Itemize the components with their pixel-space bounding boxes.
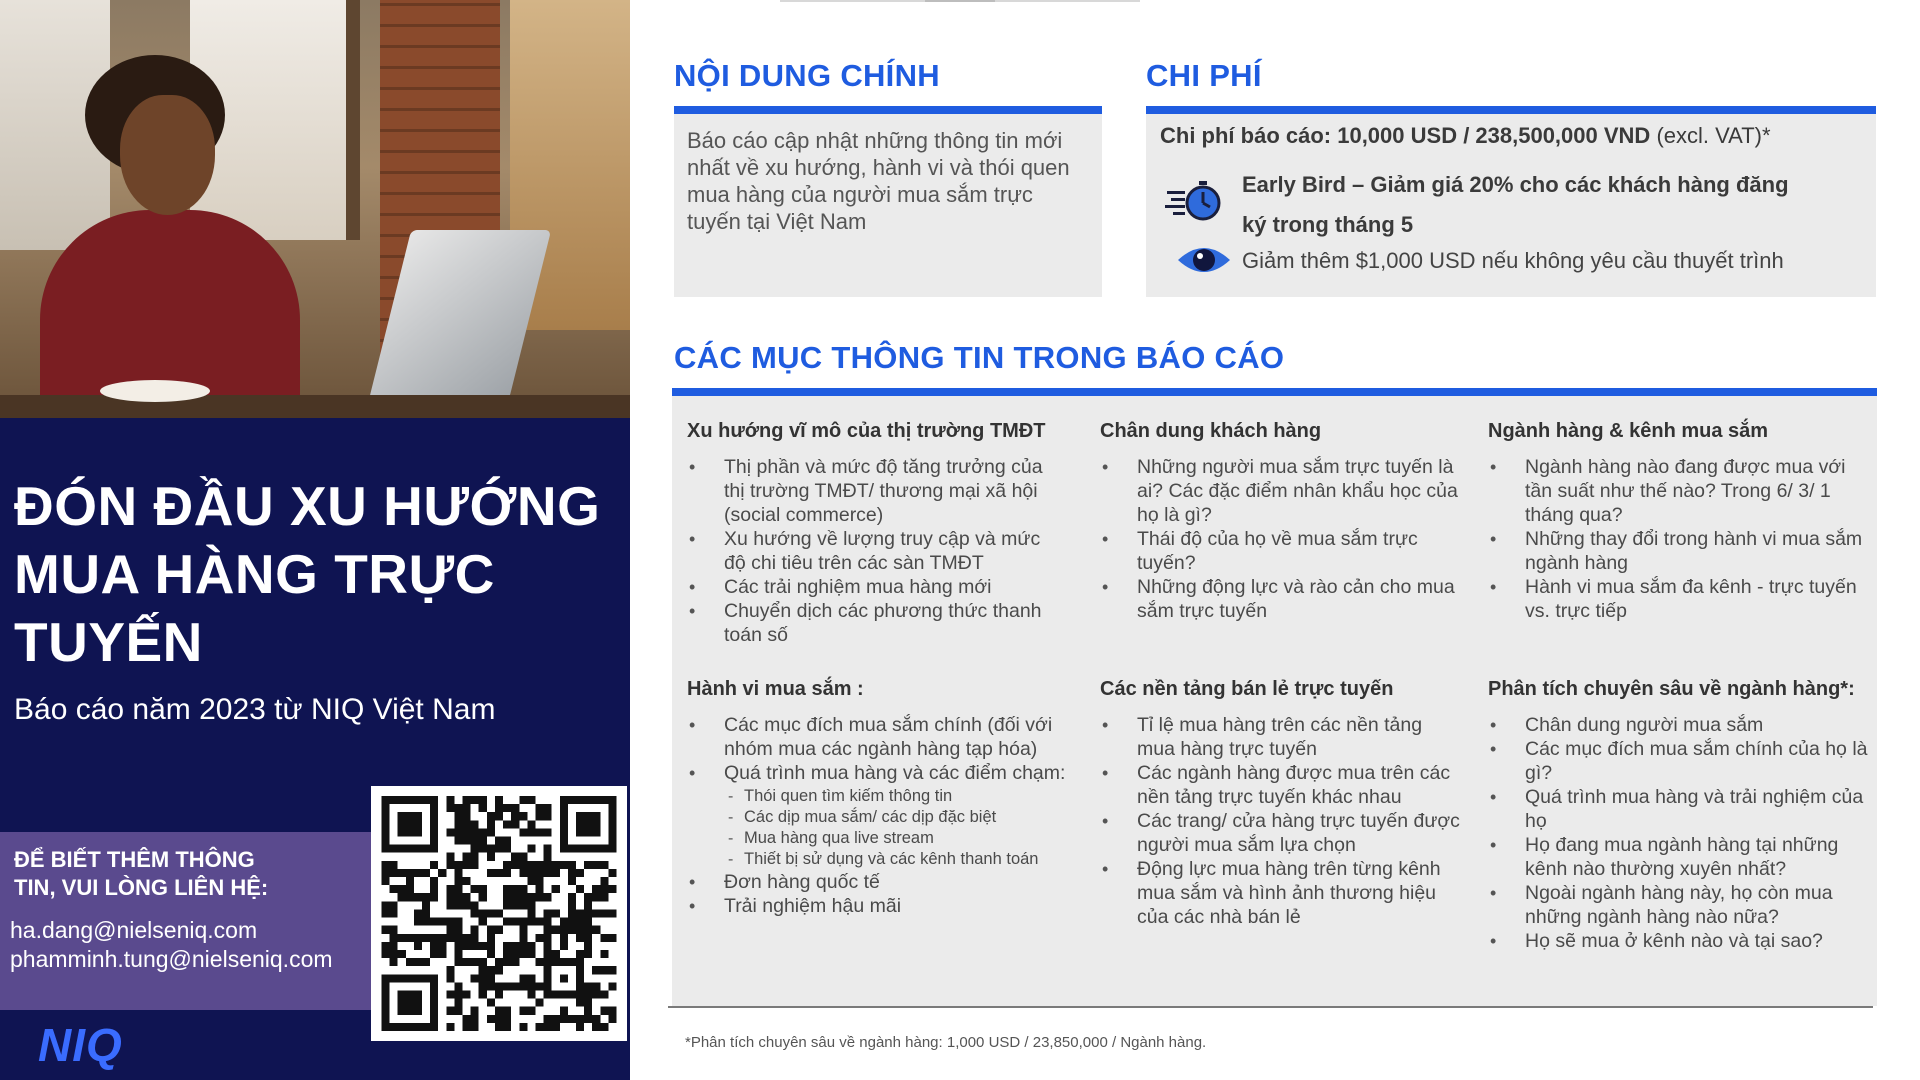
section-column-deep-dive — [1488, 678, 1868, 953]
eye-icon — [1176, 242, 1232, 278]
section-heading: Phân tích chuyên sâu về ngành hàng*: — [1488, 678, 1855, 700]
cost-bar — [1146, 106, 1876, 114]
list-item: • Những thay đổi trong hành vi mua sắm ngành hàng — [1488, 527, 1868, 575]
list-item: • Các mục đích mua sắm chính (đối với nhóm mua các ngành hàng tạp hóa) — [687, 713, 1067, 761]
top-divider — [925, 0, 995, 2]
list-item: • Thái độ của họ về mua sắm trực tuyến? — [1100, 527, 1460, 575]
list-item: • Xu hướng về lượng truy cập và mức độ chi tiêu trên các sàn TMĐT — [687, 527, 1067, 575]
sub-list-item: - Thiết bị sử dụng và các kênh thanh toán — [724, 849, 1067, 870]
section-column-customer — [1100, 420, 1460, 623]
list-item: • Hành vi mua sắm đa kênh - trực tuyến vs. trực tiếp — [1488, 575, 1868, 623]
section-list — [1100, 455, 1460, 623]
list-item: • Chân dung người mua sắm — [1488, 713, 1868, 737]
niq-logo: NIQ — [38, 1019, 123, 1071]
contact-email[interactable]: ha.dang@nielseniq.com — [10, 917, 258, 943]
contact-title-line2: TIN, VUI LÒNG LIÊN HỆ: — [14, 875, 269, 900]
main-content-title: NỘI DUNG CHÍNH — [674, 58, 940, 93]
discount-text: Giảm thêm $1,000 USD nếu không yêu cầu thuyết trình — [1242, 248, 1784, 273]
section-heading: Ngành hàng & kênh mua sắm — [1488, 420, 1769, 442]
section-heading: Hành vi mua sắm : — [687, 678, 864, 700]
sub-list — [724, 786, 1067, 870]
list-item: • Chuyển dịch các phương thức thanh toán số — [687, 599, 1067, 647]
list-item: • Động lực mua hàng trên từng kênh mua sắm và hình ảnh thương hiệu của các nhà bán lẻ — [1100, 857, 1460, 929]
section-list — [1100, 713, 1460, 929]
sub-list-item: - Mua hàng qua live stream — [724, 828, 1067, 849]
section-column-behavior — [687, 678, 1067, 918]
list-item: • Đơn hàng quốc tế — [687, 870, 1067, 894]
sub-list-item: - Các dịp mua sắm/ các dịp đặc biệt — [724, 807, 1067, 828]
cost-title: CHI PHÍ — [1146, 58, 1262, 93]
list-item: • Họ sẽ mua ở kênh nào và tại sao? — [1488, 929, 1868, 953]
section-column-platforms — [1100, 678, 1460, 929]
list-item-text: Quá trình mua hàng và các điểm chạm: — [724, 762, 1066, 784]
cost-price — [1160, 123, 1771, 149]
top-divider — [995, 0, 1140, 2]
list-item: • Các ngành hàng được mua trên các nền tảng trực tuyến khác nhau — [1100, 761, 1460, 809]
photo-plate — [100, 380, 210, 402]
headline: ĐÓN ĐẦU XU HƯỚNG MUA HÀNG TRỰC TUYẾN — [14, 475, 601, 673]
list-item: • Tỉ lệ mua hàng trên các nền tảng mua hàng trực tuyến — [1100, 713, 1460, 761]
bottom-divider — [668, 1006, 1873, 1008]
subline: Báo cáo năm 2023 từ NIQ Việt Nam — [14, 693, 496, 726]
cost-price-note: (excl. VAT)* — [1650, 123, 1771, 148]
main-content-text: Báo cáo cập nhật những thông tin mới nhất về xu hướng, hành vi và thói quen mua hàng của người mua sắm trực tuyến tại Việt Nam — [687, 128, 1070, 234]
section-column-macro — [687, 420, 1067, 647]
section-list — [1488, 713, 1868, 953]
list-item: • Các trang/ cửa hàng trực tuyến được người mua sắm lựa chọn — [1100, 809, 1460, 857]
list-item: • Thị phần và mức độ tăng trưởng của thị trường TMĐT/ thương mại xã hội (social commerce) — [687, 455, 1067, 527]
list-item: • Các mục đích mua sắm chính của họ là gì? — [1488, 737, 1868, 785]
top-divider — [780, 0, 925, 2]
list-item: • Các trải nghiệm mua hàng mới — [687, 575, 1067, 599]
sections-title: CÁC MỤC THÔNG TIN TRONG BÁO CÁO — [674, 340, 1285, 375]
qr-code-icon[interactable] — [371, 786, 627, 1041]
list-item: • Ngoài ngành hàng này, họ còn mua những ngành hàng nào nữa? — [1488, 881, 1868, 929]
contact-title-line1: ĐỂ BIẾT THÊM THÔNG — [14, 847, 255, 872]
list-item: • Những động lực và rào cản cho mua sắm trực tuyến — [1100, 575, 1460, 623]
contact-email[interactable]: phamminh.tung@nielseniq.com — [10, 946, 333, 972]
qr-code-graphic — [381, 796, 617, 1031]
stopwatch-icon — [1165, 179, 1223, 221]
section-list — [687, 455, 1067, 647]
section-list — [687, 713, 1067, 918]
cost-price-label: Chi phí báo cáo: 10,000 USD / 238,500,000 VND — [1160, 123, 1651, 148]
list-item: • Những người mua sắm trực tuyến là ai? Các đặc điểm nhân khẩu học của họ là gì? — [1100, 455, 1460, 527]
list-item: • Quá trình mua hàng và trải nghiệm của họ — [1488, 785, 1868, 833]
list-item — [687, 761, 1067, 870]
early-bird-text: Early Bird – Giảm giá 20% cho các khách hàng đăng ký trong tháng 5 — [1242, 172, 1789, 237]
section-column-categories — [1488, 420, 1868, 623]
photo-table — [0, 395, 630, 418]
section-heading: Các nền tảng bán lẻ trực tuyến — [1100, 678, 1394, 700]
contact-box — [0, 832, 372, 1010]
list-item: • Họ đang mua ngành hàng tại những kênh nào thường xuyên nhất? — [1488, 833, 1868, 881]
section-heading: Chân dung khách hàng — [1100, 420, 1322, 442]
sub-list-item: - Thói quen tìm kiếm thông tin — [724, 786, 1067, 807]
section-list — [1488, 455, 1868, 623]
photo-person-face — [120, 95, 215, 215]
hero-photo — [0, 0, 630, 418]
list-item: • Ngành hàng nào đang được mua với tần suất như thế nào? Trong 6/ 3/ 1 tháng qua? — [1488, 455, 1868, 527]
section-heading: Xu hướng vĩ mô của thị trường TMĐT — [687, 420, 1046, 442]
footnote: *Phân tích chuyên sâu về ngành hàng: 1,000 USD / 23,850,000 / Ngành hàng. — [685, 1034, 1207, 1051]
sections-bar — [672, 388, 1877, 396]
list-item: • Trải nghiệm hậu mãi — [687, 894, 1067, 918]
main-content-bar — [674, 106, 1102, 114]
